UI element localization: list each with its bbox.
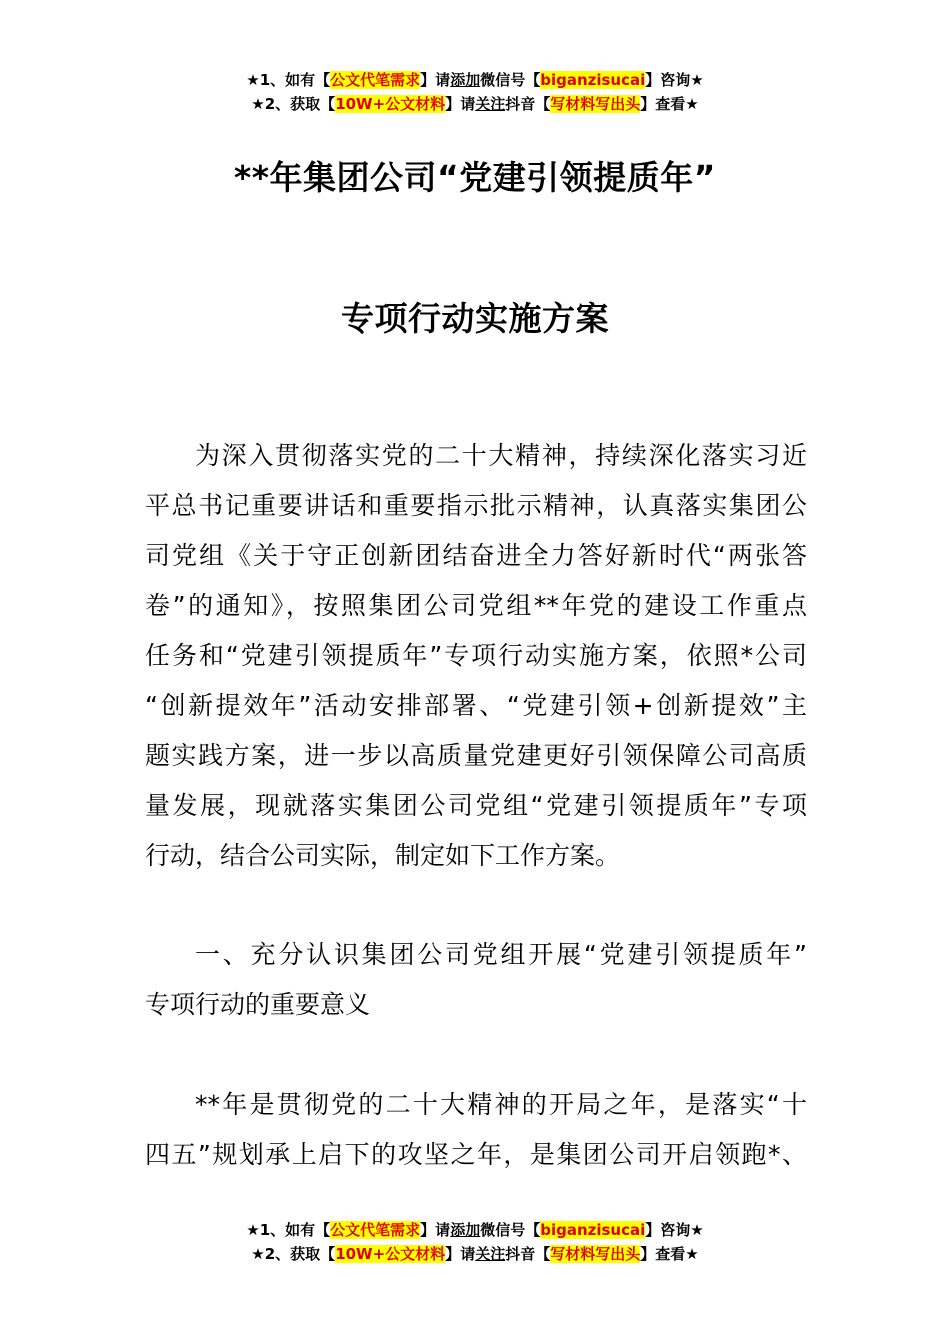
promo-line-2 bbox=[0, 1242, 950, 1266]
text-line: 为深入贯彻落实党的二十大精神，持续深化落实习近 bbox=[195, 441, 807, 470]
promo-text: 】请 bbox=[420, 71, 451, 89]
promo-text: 】查看★ bbox=[640, 95, 699, 113]
text-line: 司党组《关于守正创新团结奋进全力答好新时代“两张答 bbox=[145, 541, 807, 570]
promo-line-1 bbox=[0, 68, 950, 92]
promo-text: ★1、如有【 bbox=[246, 71, 331, 89]
intro-paragraph bbox=[145, 431, 807, 881]
promo-text: 】请 bbox=[445, 95, 476, 113]
promo-text: 微信号【 bbox=[480, 71, 541, 89]
promo-text: ★1、如有【 bbox=[246, 1221, 331, 1239]
promo-highlight: 10W+公文材料 bbox=[335, 1245, 446, 1263]
promo-emphasis: 添加 bbox=[450, 1221, 481, 1239]
promo-wechat-id: biganzisucai bbox=[540, 71, 646, 89]
text-line: 题实践方案，进一步以高质量党建更好引领保障公司高质 bbox=[145, 741, 807, 770]
promo-text: 】请 bbox=[445, 1245, 476, 1263]
promo-banner-bottom bbox=[0, 1218, 950, 1266]
promo-line-1 bbox=[0, 1218, 950, 1242]
promo-text: ★2、获取【 bbox=[251, 1245, 336, 1263]
promo-text: 】请 bbox=[420, 1221, 451, 1239]
promo-highlight: 公文代笔需求 bbox=[330, 71, 421, 89]
promo-highlight: 10W+公文材料 bbox=[335, 95, 446, 113]
text-line: 卷”的通知》，按照集团公司党组**年党的建设工作重点 bbox=[145, 591, 807, 620]
section-1-heading bbox=[145, 930, 807, 1030]
promo-line-2 bbox=[0, 92, 950, 116]
text-line: 任务和“党建引领提质年”专项行动实施方案，依照*公司 bbox=[145, 641, 807, 670]
text-line: “创新提效年”活动安排部署、“党建引领+创新提效”主 bbox=[145, 691, 807, 720]
promo-highlight: 公文代笔需求 bbox=[330, 1221, 421, 1239]
text-line: **年是贯彻党的二十大精神的开局之年，是落实“十 bbox=[195, 1090, 807, 1119]
text-line: 一、充分认识集团公司党组开展“党建引领提质年” bbox=[195, 940, 807, 969]
text-line: 平总书记重要讲话和重要指示批示精神，认真落实集团公 bbox=[145, 491, 807, 520]
text-line: 量发展，现就落实集团公司党组“党建引领提质年”专项 bbox=[145, 791, 807, 820]
promo-text: 】咨询★ bbox=[645, 1221, 704, 1239]
promo-text: 微信号【 bbox=[480, 1221, 541, 1239]
promo-emphasis: 关注 bbox=[475, 95, 506, 113]
document-title-line-1: **年集团公司“党建引领提质年” bbox=[234, 158, 716, 197]
section-1-paragraph bbox=[145, 1080, 807, 1180]
promo-text: ★2、获取【 bbox=[251, 95, 336, 113]
promo-douyin-id: 写材料写出头 bbox=[550, 1245, 641, 1263]
text-line: 四五”规划承上启下的攻坚之年，是集团公司开启领跑*、 bbox=[145, 1140, 807, 1169]
promo-douyin-id: 写材料写出头 bbox=[550, 95, 641, 113]
text-line: 专项行动的重要意义 bbox=[145, 990, 371, 1019]
promo-text: 】咨询★ bbox=[645, 71, 704, 89]
promo-wechat-id: biganzisucai bbox=[540, 1221, 646, 1239]
promo-emphasis: 添加 bbox=[450, 71, 481, 89]
document-title-line-2: 专项行动实施方案 bbox=[341, 299, 609, 338]
promo-text: 抖音【 bbox=[505, 95, 551, 113]
promo-text: 】查看★ bbox=[640, 1245, 699, 1263]
promo-banner-top bbox=[0, 68, 950, 116]
text-line: 行动，结合公司实际，制定如下工作方案。 bbox=[145, 841, 621, 870]
promo-emphasis: 关注 bbox=[475, 1245, 506, 1263]
promo-text: 抖音【 bbox=[505, 1245, 551, 1263]
